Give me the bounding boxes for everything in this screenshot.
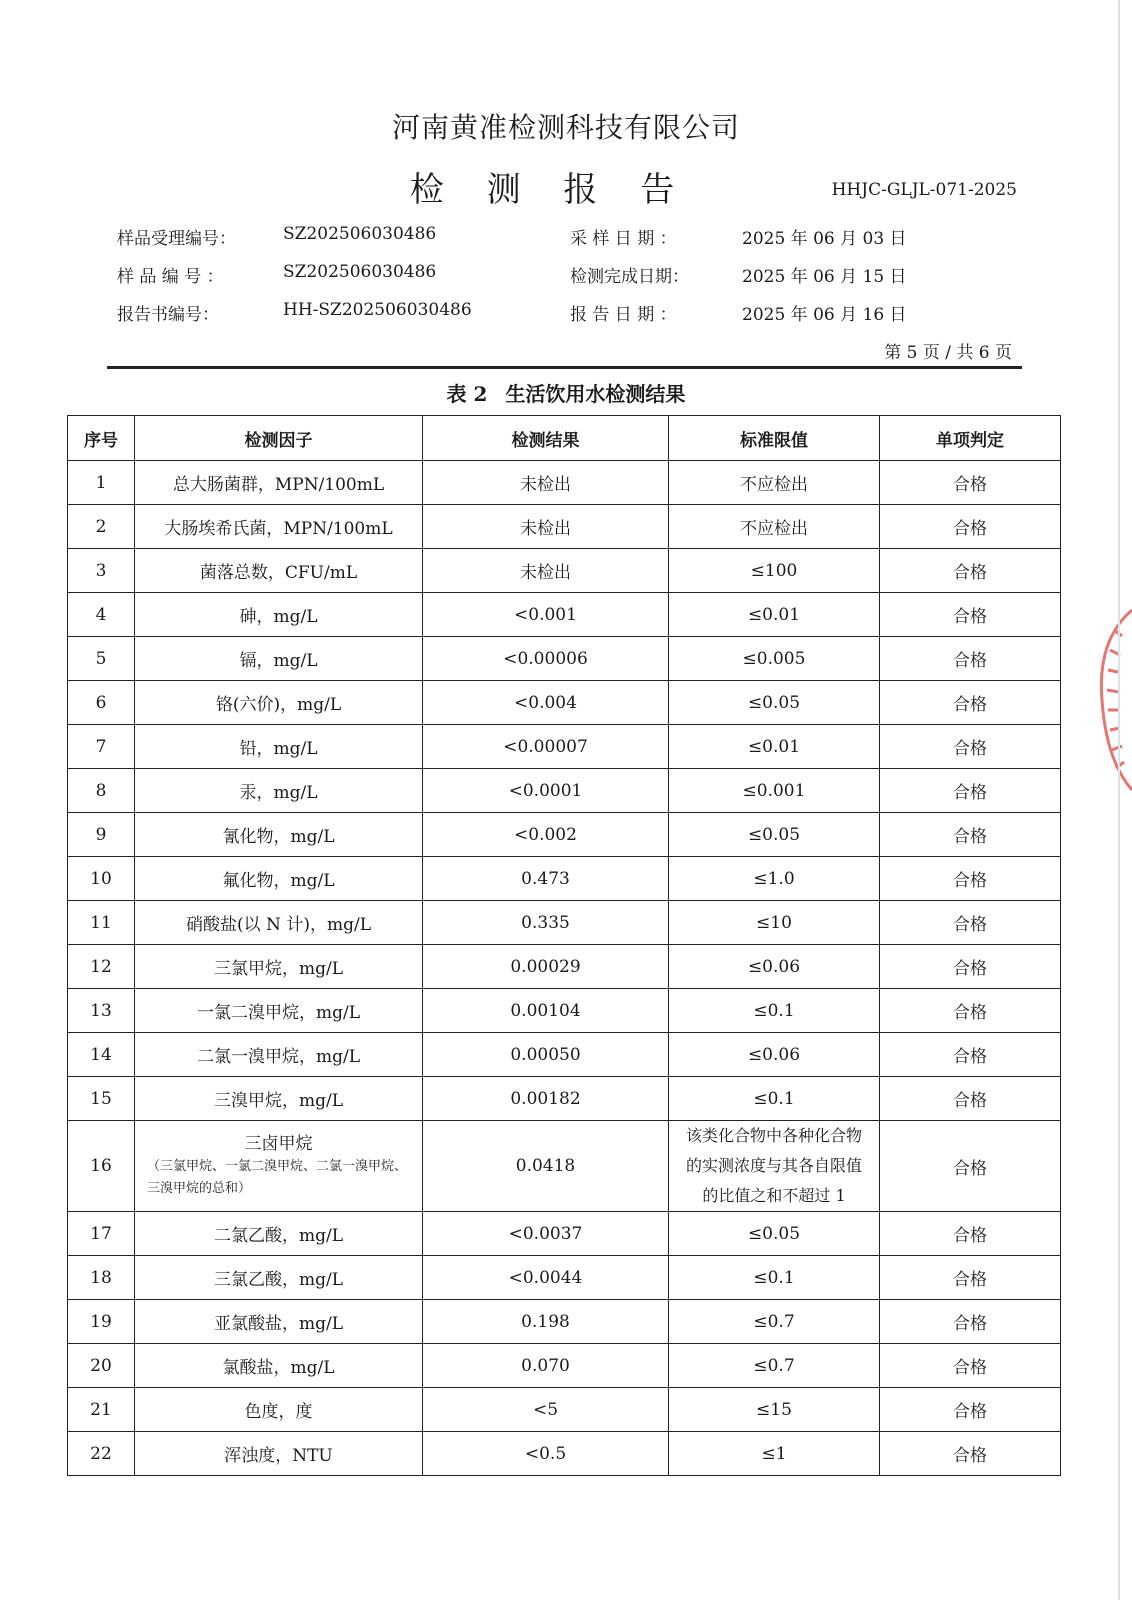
table-row bbox=[68, 593, 1061, 637]
cell-limit bbox=[669, 1121, 880, 1212]
cell-factor: 三溴甲烷，mg/L bbox=[135, 1077, 423, 1121]
cell-no: 3 bbox=[68, 549, 135, 593]
cell-verdict: 合格 bbox=[880, 1388, 1061, 1432]
cell-limit: ≤0.05 bbox=[669, 681, 880, 725]
cell-result: 0.0418 bbox=[423, 1121, 669, 1212]
report-no-label: 报告书编号： bbox=[117, 305, 219, 325]
cell-factor: 砷，mg/L bbox=[135, 593, 423, 637]
cell-factor: 氰化物，mg/L bbox=[135, 813, 423, 857]
cell-result: 0.00104 bbox=[423, 989, 669, 1033]
cell-no: 13 bbox=[68, 989, 135, 1033]
cell-verdict: 合格 bbox=[880, 1077, 1061, 1121]
cell-result: <5 bbox=[423, 1388, 669, 1432]
table-row bbox=[68, 725, 1061, 769]
cell-result: <0.00006 bbox=[423, 637, 669, 681]
cell-limit: ≤0.005 bbox=[669, 637, 880, 681]
cell-no: 14 bbox=[68, 1033, 135, 1077]
table-row bbox=[68, 681, 1061, 725]
cell-verdict: 合格 bbox=[880, 1212, 1061, 1256]
header-verdict: 单项判定 bbox=[880, 416, 1061, 461]
cell-limit: 不应检出 bbox=[669, 461, 880, 505]
cell-verdict: 合格 bbox=[880, 505, 1061, 549]
seal-stamp-fragment bbox=[1092, 600, 1132, 800]
cell-factor: 浑浊度，NTU bbox=[135, 1432, 423, 1476]
acceptance-no-label: 样品受理编号： bbox=[117, 229, 236, 249]
table-row bbox=[68, 1077, 1061, 1121]
limit-line-1: 该类化合物中各种化合物 bbox=[685, 1126, 862, 1145]
company-name: 河南黄准检测科技有限公司 bbox=[391, 111, 740, 144]
cell-factor: 色度，度 bbox=[135, 1388, 423, 1432]
cell-limit: ≤0.05 bbox=[669, 813, 880, 857]
cell-result: 0.198 bbox=[423, 1300, 669, 1344]
cell-no: 7 bbox=[68, 725, 135, 769]
cell-no: 11 bbox=[68, 901, 135, 945]
acceptance-no: SZ202506030486 bbox=[283, 224, 437, 244]
sampling-date: 2025 年 06 月 03 日 bbox=[742, 229, 907, 249]
cell-result: 0.00182 bbox=[423, 1077, 669, 1121]
cell-no: 4 bbox=[68, 593, 135, 637]
cell-result: 0.00050 bbox=[423, 1033, 669, 1077]
cell-no: 6 bbox=[68, 681, 135, 725]
table-row bbox=[68, 1256, 1061, 1300]
cell-verdict: 合格 bbox=[880, 1432, 1061, 1476]
cell-no: 1 bbox=[68, 461, 135, 505]
scan-edge bbox=[1118, 0, 1120, 1600]
cell-result: <0.004 bbox=[423, 681, 669, 725]
cell-factor: 氟化物，mg/L bbox=[135, 857, 423, 901]
cell-result: 0.070 bbox=[423, 1344, 669, 1388]
table-row bbox=[68, 989, 1061, 1033]
cell-verdict: 合格 bbox=[880, 549, 1061, 593]
factor-name: 三卤甲烷 bbox=[244, 1134, 313, 1154]
cell-limit: ≤0.06 bbox=[669, 945, 880, 989]
cell-factor: 大肠埃希氏菌，MPN/100mL bbox=[135, 505, 423, 549]
cell-limit: ≤0.1 bbox=[669, 989, 880, 1033]
header-factor: 检测因子 bbox=[135, 416, 423, 461]
sample-no: SZ202506030486 bbox=[283, 262, 437, 282]
cell-result: 未检出 bbox=[423, 505, 669, 549]
cell-verdict: 合格 bbox=[880, 461, 1061, 505]
cell-verdict: 合格 bbox=[880, 681, 1061, 725]
table-row bbox=[68, 637, 1061, 681]
table-row bbox=[68, 549, 1061, 593]
header-result: 检测结果 bbox=[423, 416, 669, 461]
cell-no: 21 bbox=[68, 1388, 135, 1432]
header-limit: 标准限值 bbox=[669, 416, 880, 461]
results-table bbox=[67, 415, 1061, 1476]
cell-limit: ≤10 bbox=[669, 901, 880, 945]
report-no: HH-SZ202506030486 bbox=[283, 300, 472, 320]
factor-note-line-1: （三氯甲烷、一氯二溴甲烷、二氯一溴甲烷、 bbox=[147, 1159, 408, 1174]
cell-no: 2 bbox=[68, 505, 135, 549]
cell-limit: ≤1.0 bbox=[669, 857, 880, 901]
cell-limit: ≤0.7 bbox=[669, 1344, 880, 1388]
cell-verdict: 合格 bbox=[880, 1344, 1061, 1388]
cell-no: 17 bbox=[68, 1212, 135, 1256]
cell-verdict: 合格 bbox=[880, 945, 1061, 989]
table-row bbox=[68, 1212, 1061, 1256]
cell-factor: 氯酸盐，mg/L bbox=[135, 1344, 423, 1388]
cell-result: 未检出 bbox=[423, 549, 669, 593]
cell-limit: ≤0.001 bbox=[669, 769, 880, 813]
cell-factor: 铅，mg/L bbox=[135, 725, 423, 769]
cell-factor: 总大肠菌群，MPN/100mL bbox=[135, 461, 423, 505]
cell-no: 16 bbox=[68, 1121, 135, 1212]
cell-limit: ≤0.01 bbox=[669, 725, 880, 769]
cell-result: <0.0044 bbox=[423, 1256, 669, 1300]
report-title: 检 测 报 告 bbox=[409, 170, 691, 210]
table-row bbox=[68, 1121, 1061, 1212]
cell-verdict: 合格 bbox=[880, 637, 1061, 681]
sample-no-label: 样 品 编 号 ： bbox=[117, 267, 224, 287]
cell-limit: ≤1 bbox=[669, 1432, 880, 1476]
table-row bbox=[68, 1432, 1061, 1476]
cell-verdict: 合格 bbox=[880, 725, 1061, 769]
cell-result: 未检出 bbox=[423, 461, 669, 505]
completion-date-label: 检测完成日期： bbox=[570, 267, 689, 287]
report-date: 2025 年 06 月 16 日 bbox=[742, 305, 907, 325]
cell-factor: 二氯乙酸，mg/L bbox=[135, 1212, 423, 1256]
table-row bbox=[68, 901, 1061, 945]
cell-result: <0.0037 bbox=[423, 1212, 669, 1256]
table-row bbox=[68, 1344, 1061, 1388]
cell-limit: ≤0.1 bbox=[669, 1077, 880, 1121]
cell-factor: 亚氯酸盐，mg/L bbox=[135, 1300, 423, 1344]
cell-factor: 三氯乙酸，mg/L bbox=[135, 1256, 423, 1300]
table-caption bbox=[0, 378, 1132, 407]
cell-limit: ≤0.01 bbox=[669, 593, 880, 637]
cell-verdict: 合格 bbox=[880, 769, 1061, 813]
table-header-row bbox=[68, 416, 1061, 461]
cell-limit: 不应检出 bbox=[669, 505, 880, 549]
document-code: HHJC-GLJL-071-2025 bbox=[831, 180, 1017, 200]
cell-verdict: 合格 bbox=[880, 1300, 1061, 1344]
header-no: 序号 bbox=[68, 416, 135, 461]
cell-verdict: 合格 bbox=[880, 1121, 1061, 1212]
cell-no: 18 bbox=[68, 1256, 135, 1300]
cell-verdict: 合格 bbox=[880, 1256, 1061, 1300]
page-info: 第 5 页 / 共 6 页 bbox=[884, 343, 1012, 363]
cell-no: 12 bbox=[68, 945, 135, 989]
table-caption-text: 生活饮用水检测结果 bbox=[505, 382, 686, 406]
cell-result: <0.0001 bbox=[423, 769, 669, 813]
cell-verdict: 合格 bbox=[880, 813, 1061, 857]
cell-verdict: 合格 bbox=[880, 989, 1061, 1033]
cell-limit: ≤15 bbox=[669, 1388, 880, 1432]
cell-result: 0.335 bbox=[423, 901, 669, 945]
table-caption-number: 表 2 bbox=[446, 382, 488, 406]
table-row bbox=[68, 945, 1061, 989]
header-divider bbox=[107, 366, 1022, 369]
table-row bbox=[68, 857, 1061, 901]
cell-no: 5 bbox=[68, 637, 135, 681]
cell-limit: ≤0.1 bbox=[669, 1256, 880, 1300]
cell-factor: 铬(六价)，mg/L bbox=[135, 681, 423, 725]
cell-result: 0.00029 bbox=[423, 945, 669, 989]
cell-limit: ≤0.05 bbox=[669, 1212, 880, 1256]
cell-limit: ≤0.7 bbox=[669, 1300, 880, 1344]
cell-no: 15 bbox=[68, 1077, 135, 1121]
cell-no: 8 bbox=[68, 769, 135, 813]
cell-factor: 汞，mg/L bbox=[135, 769, 423, 813]
cell-no: 22 bbox=[68, 1432, 135, 1476]
cell-verdict: 合格 bbox=[880, 857, 1061, 901]
cell-no: 20 bbox=[68, 1344, 135, 1388]
cell-limit: ≤100 bbox=[669, 549, 880, 593]
cell-factor: 二氯一溴甲烷，mg/L bbox=[135, 1033, 423, 1077]
cell-factor: 硝酸盐(以 N 计)，mg/L bbox=[135, 901, 423, 945]
cell-result: <0.002 bbox=[423, 813, 669, 857]
limit-line-3: 的比值之和不超过 1 bbox=[702, 1186, 846, 1205]
cell-no: 19 bbox=[68, 1300, 135, 1344]
table-row bbox=[68, 505, 1061, 549]
table-row bbox=[68, 1033, 1061, 1077]
completion-date: 2025 年 06 月 15 日 bbox=[742, 267, 907, 287]
cell-factor: 镉，mg/L bbox=[135, 637, 423, 681]
cell-factor: 一氯二溴甲烷，mg/L bbox=[135, 989, 423, 1033]
cell-limit: ≤0.06 bbox=[669, 1033, 880, 1077]
cell-result: 0.473 bbox=[423, 857, 669, 901]
cell-verdict: 合格 bbox=[880, 901, 1061, 945]
cell-no: 9 bbox=[68, 813, 135, 857]
cell-factor: 三氯甲烷，mg/L bbox=[135, 945, 423, 989]
limit-line-2: 的实测浓度与其各自限值 bbox=[685, 1156, 862, 1175]
report-date-label: 报 告 日 期 ： bbox=[570, 305, 677, 325]
cell-result: <0.5 bbox=[423, 1432, 669, 1476]
cell-result: <0.001 bbox=[423, 593, 669, 637]
table-row bbox=[68, 1300, 1061, 1344]
cell-no: 10 bbox=[68, 857, 135, 901]
cell-factor: 菌落总数，CFU/mL bbox=[135, 549, 423, 593]
cell-result: <0.00007 bbox=[423, 725, 669, 769]
cell-verdict: 合格 bbox=[880, 1033, 1061, 1077]
cell-verdict: 合格 bbox=[880, 593, 1061, 637]
factor-note-line-2: 三溴甲烷的总和） bbox=[147, 1181, 252, 1196]
cell-factor bbox=[135, 1121, 423, 1212]
sampling-date-label: 采 样 日 期 ： bbox=[570, 229, 677, 249]
table-row bbox=[68, 813, 1061, 857]
table-row bbox=[68, 1388, 1061, 1432]
table-row bbox=[68, 769, 1061, 813]
table-row bbox=[68, 461, 1061, 505]
